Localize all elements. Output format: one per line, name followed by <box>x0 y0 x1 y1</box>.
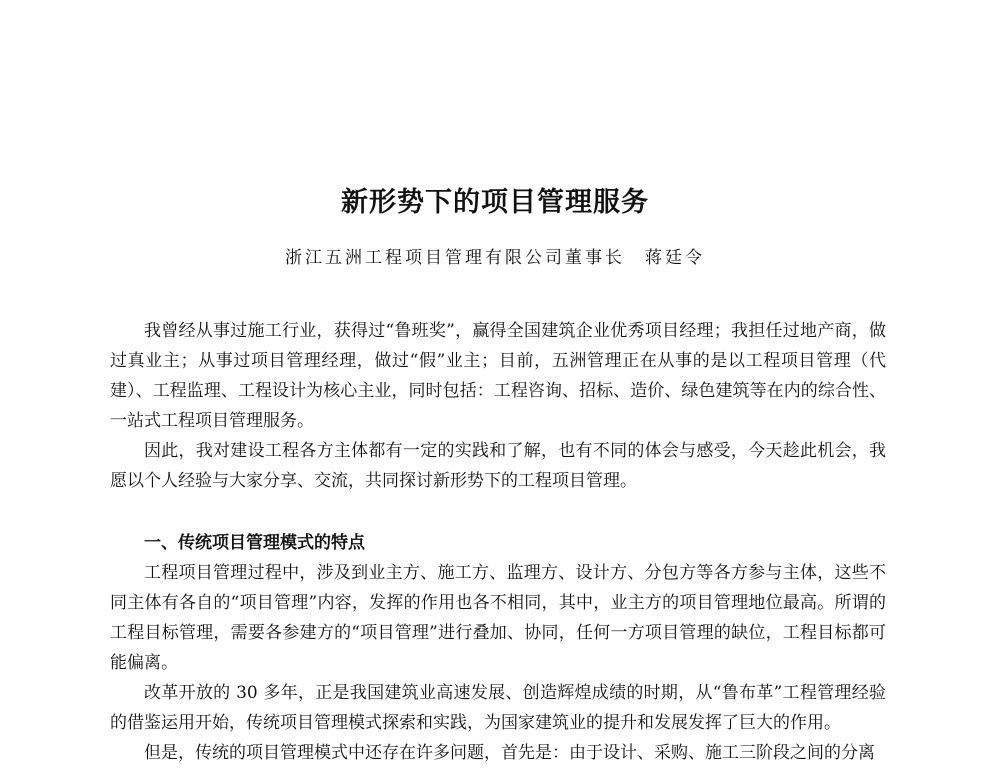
paragraph: 工程项目管理过程中，涉及到业主方、施工方、监理方、设计方、分包方等各方参与主体，这些不同主体有各自的“项目管理”内容，发挥的作用也各不相同，其中，业主方的项目管理地位最高。所谓的工程目标管理，需要各参建方的“项目管理”进行叠加、协同，任何一方项目管理的缺位，工程目标都可能偏离。 <box>110 563 886 673</box>
section-heading: 一、传统项目管理模式的特点 <box>144 533 365 553</box>
paragraph: 改革开放的 30 多年，正是我国建筑业高速发展、创造辉煌成绩的时期，从“鲁布革”工程管理经验的借鉴运用开始，传统项目管理模式探索和实践，为国家建筑业的提升和发展发挥了巨大的作用。 <box>110 683 886 733</box>
spacer <box>110 496 886 528</box>
document-title: 新形势下的项目管理服务 <box>341 187 649 218</box>
author-line: 浙江五洲工程项目管理有限公司董事长 蒋廷令 <box>285 248 705 268</box>
paragraph: 我曾经从事过施工行业，获得过“鲁班奖”，赢得全国建筑企业优秀项目经理；我担任过地产商，做过真业主；从事过项目管理经理，做过“假”业主；目前，五洲管理正在从事的是以工程项目管理（代建）、工程监理、工程设计为核心主业，同时包括：工程咨询、招标、造价、绿色建筑等在内的综合性、一站式工程项目管理服务。 <box>110 321 886 431</box>
document-body <box>110 316 886 768</box>
paragraph: 但是，传统的项目管理模式中还存在许多问题，首先是：由于设计、采购、施工三阶段之间的分离 <box>144 743 875 763</box>
paragraph: 因此，我对建设工程各方主体都有一定的实践和了解，也有不同的体会与感受，今天趁此机会，我愿以个人经验与大家分享、交流，共同探讨新形势下的工程项目管理。 <box>110 441 886 491</box>
